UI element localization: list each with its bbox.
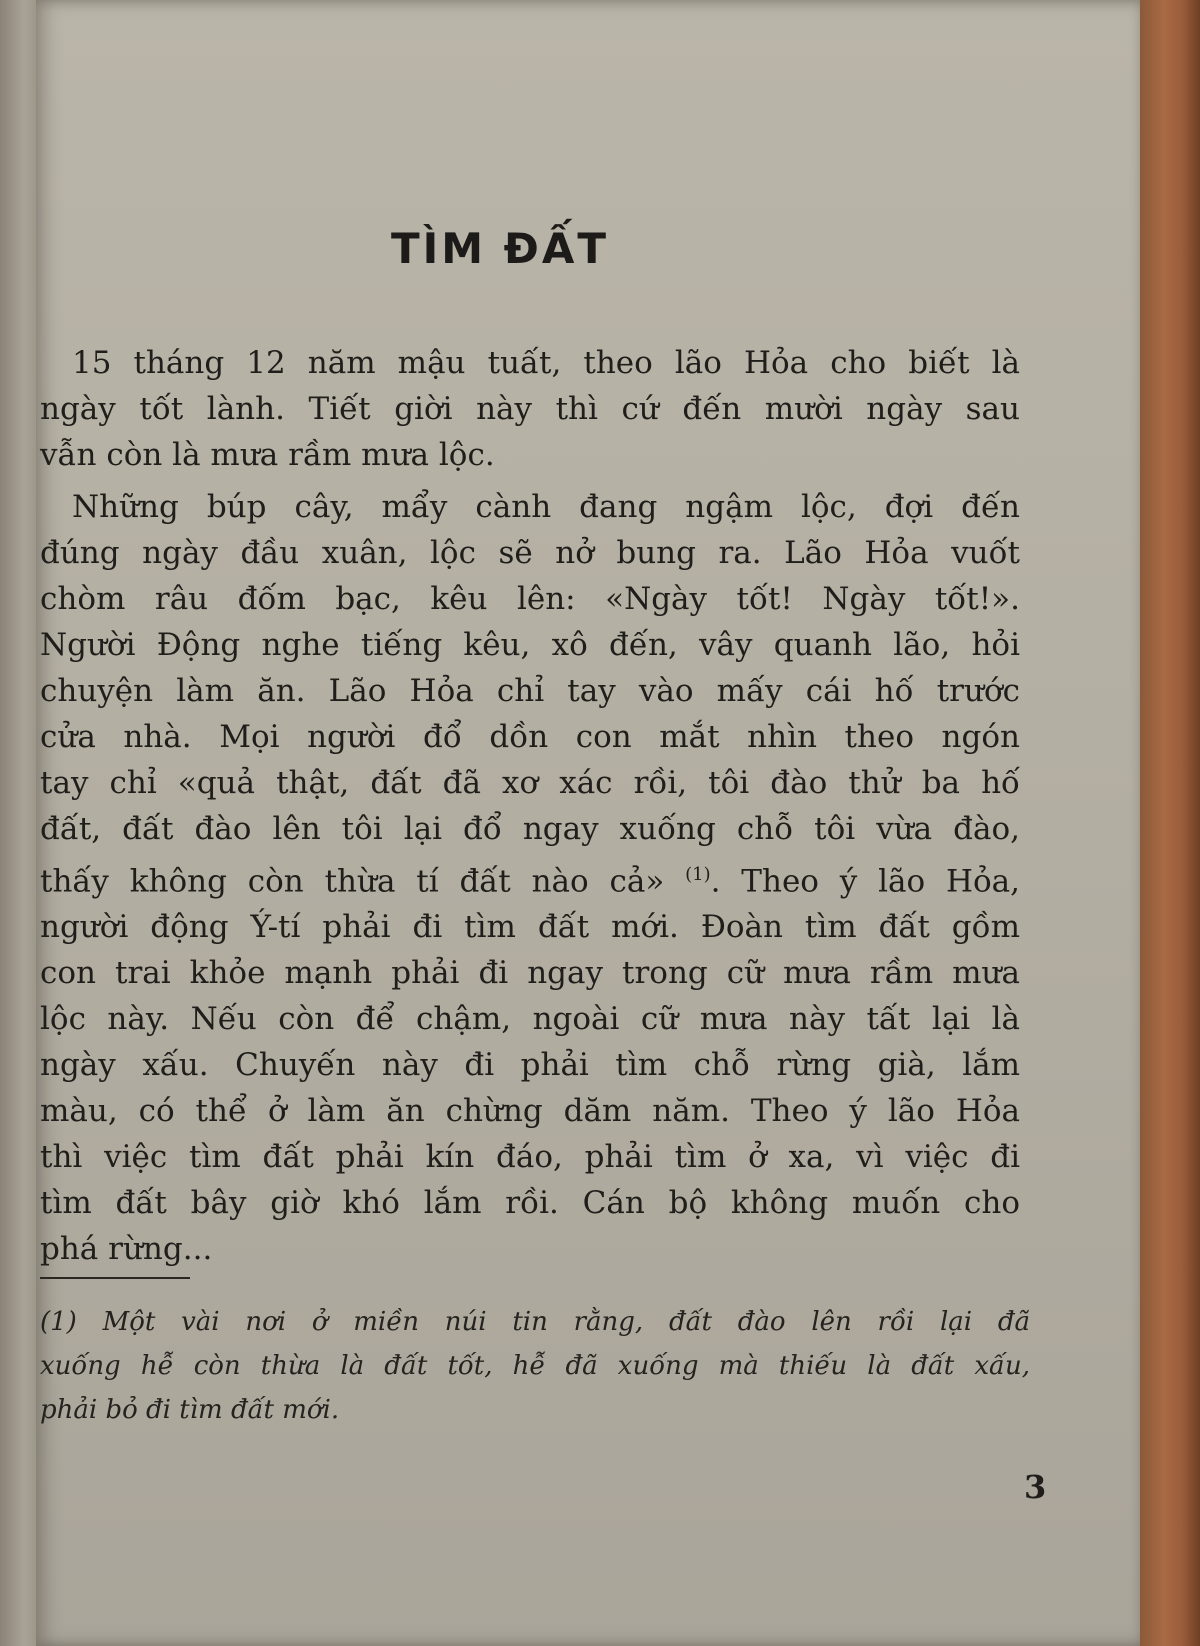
text-line: Người Động nghe tiếng kêu, xô đến, vây quanh lão, hỏi bbox=[40, 627, 1020, 663]
text-line: thì việc tìm đất phải kín đáo, phải tìm ở xa, vì việc đi bbox=[40, 1139, 1020, 1176]
text-line: Những búp cây, mẩy cành đang ngậm lộc, đợi đến bbox=[72, 489, 1020, 525]
text-line: lộc này. Nếu còn để chậm, ngoài cữ mưa này tất lại là bbox=[40, 1001, 1020, 1038]
text-line: con trai khỏe mạnh phải đi ngay trong cữ mưa rầm mưa bbox=[40, 955, 1020, 992]
text-line: người động Ý-tí phải đi tìm đất mới. Đoàn tìm đất gồm bbox=[40, 909, 1020, 946]
text-line-with-footnote bbox=[40, 852, 1020, 904]
footnote-line: phải bỏ đi tìm đất mới. bbox=[40, 1395, 340, 1425]
page-title: TÌM ĐẤT bbox=[390, 224, 610, 273]
text-segment: thấy không còn thừa tí đất nào cả» bbox=[40, 863, 665, 900]
text-line: đúng ngày đầu xuân, lộc sẽ nở bung ra. Lão Hỏa vuốt bbox=[40, 535, 1020, 571]
paragraph-2 bbox=[40, 484, 1020, 1272]
paragraph-1 bbox=[40, 340, 1020, 478]
text-line: tay chỉ «quả thật, đất đã xơ xác rồi, tôi đào thử ba hố bbox=[40, 765, 1020, 801]
text-line: ngày xấu. Chuyến này đi phải tìm chỗ rừng già, lắm bbox=[40, 1047, 1020, 1084]
footnote-divider bbox=[40, 1277, 190, 1279]
text-segment: . Theo ý lão Hỏa, bbox=[710, 863, 1021, 900]
text-line: ngày tốt lành. Tiết giời này thì cứ đến mười ngày sau bbox=[40, 391, 1020, 427]
body-text bbox=[40, 340, 1020, 1278]
text-line: màu, có thể ở làm ăn chừng dăm năm. Theo ý lão Hỏa bbox=[40, 1093, 1020, 1130]
footnote bbox=[40, 1300, 1030, 1432]
text-line: đất, đất đào lên tôi lại đổ ngay xuống chỗ tôi vừa đào, bbox=[40, 811, 1020, 847]
footnote-line: (1) Một vài nơi ở miền núi tin rằng, đất đào lên rồi lại đã bbox=[40, 1307, 1030, 1337]
text-line: chòm râu đốm bạc, kêu lên: «Ngày tốt! Ngày tốt!». bbox=[40, 581, 1020, 617]
text-line: 15 tháng 12 năm mậu tuất, theo lão Hỏa cho biết là bbox=[72, 345, 1020, 381]
footnote-marker: (1) bbox=[685, 864, 711, 885]
table-surface bbox=[1140, 0, 1200, 1646]
text-line: chuyện làm ăn. Lão Hỏa chỉ tay vào mấy cái hố trước bbox=[40, 673, 1020, 709]
text-line: cửa nhà. Mọi người đổ dồn con mắt nhìn theo ngón bbox=[40, 719, 1020, 755]
footnote-line: xuống hễ còn thừa là đất tốt, hễ đã xuống mà thiếu là đất xấu, bbox=[40, 1351, 1030, 1381]
text-line: tìm đất bây giờ khó lắm rồi. Cán bộ không muốn cho bbox=[40, 1185, 1020, 1222]
text-line: vẫn còn là mưa rầm mưa lộc. bbox=[40, 437, 495, 473]
text-line: phá rừng... bbox=[40, 1231, 213, 1268]
page-number: 3 bbox=[1024, 1468, 1047, 1506]
